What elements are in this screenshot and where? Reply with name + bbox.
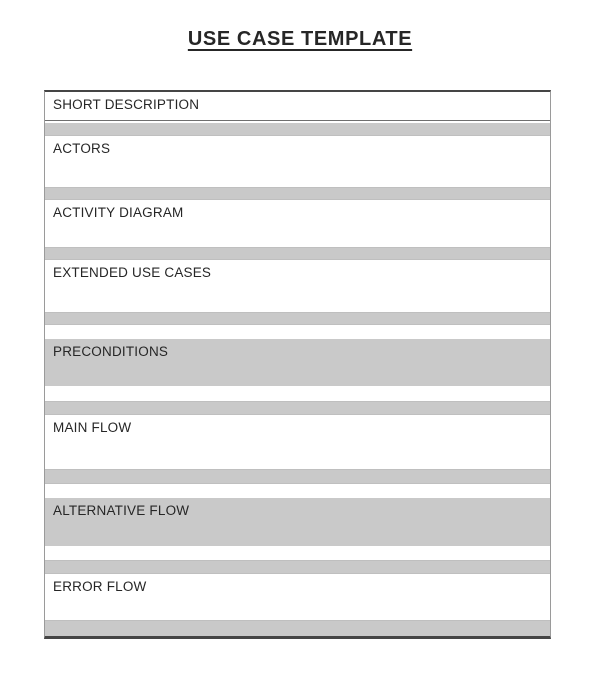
spacer-row	[45, 325, 550, 339]
divider-band	[45, 401, 550, 415]
divider-band	[45, 469, 550, 484]
spacer-row	[45, 386, 550, 401]
section-row-preconditions	[45, 339, 550, 386]
divider-band	[45, 247, 550, 260]
spacer-row	[45, 484, 550, 498]
section-row-main-flow	[45, 415, 550, 469]
page-title: USE CASE TEMPLATE	[187, 28, 413, 50]
section-row-error-flow	[45, 574, 550, 620]
section-label-preconditions: PRECONDITIONS	[53, 344, 169, 359]
section-label-alternative-flow: ALTERNATIVE FLOW	[53, 503, 190, 518]
spacer-row	[45, 546, 550, 560]
section-row-actors	[45, 136, 550, 187]
divider-band	[45, 121, 550, 136]
use-case-table	[44, 90, 551, 639]
section-label-actors: ACTORS	[53, 141, 111, 156]
divider-band	[45, 620, 550, 636]
section-row-extended-use-cases	[45, 260, 550, 312]
divider-band	[45, 312, 550, 325]
section-label-extended-use-cases: EXTENDED USE CASES	[53, 265, 212, 280]
section-row-alternative-flow	[45, 498, 550, 546]
section-label-error-flow: ERROR FLOW	[53, 579, 147, 594]
section-label-activity-diagram: ACTIVITY DIAGRAM	[53, 205, 184, 220]
section-label-main-flow: MAIN FLOW	[53, 420, 132, 435]
divider-band	[45, 187, 550, 200]
divider-band	[45, 560, 550, 574]
section-row-activity-diagram	[45, 200, 550, 247]
section-label-short-description: SHORT DESCRIPTION	[53, 97, 200, 112]
section-row-short-description	[45, 92, 550, 121]
